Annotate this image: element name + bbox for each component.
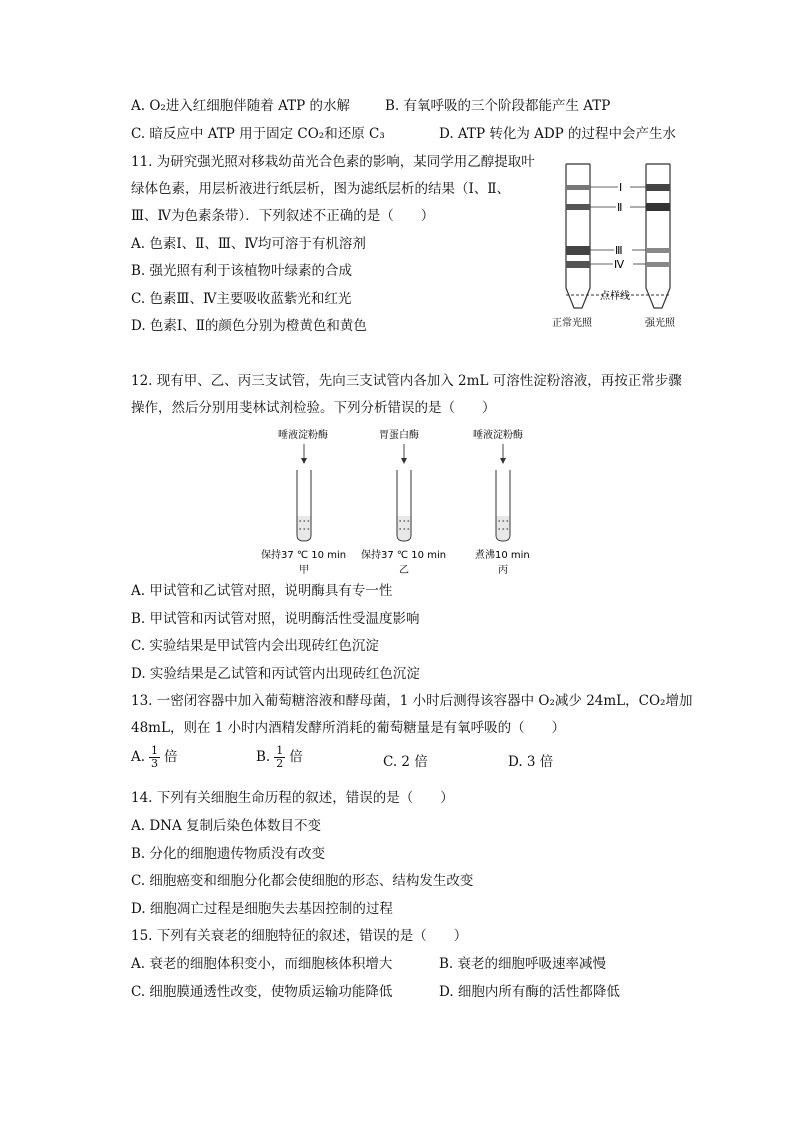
q11-stem-line-1: 11. 为研究强光照对移栽幼苗光合色素的影响，某同学用乙醇提取叶 (131, 154, 535, 170)
svg-text:° ° °: ° ° ° (299, 520, 310, 526)
tube-bing-enzyme: 唾液淀粉酶 (473, 430, 523, 441)
band-label-ii: Ⅱ (617, 201, 623, 214)
q10-option-c: C. 暗反应中 ATP 用于固定 CO₂和还原 C₃ (131, 126, 385, 142)
band-label-iv: Ⅳ (614, 258, 625, 271)
q13-option-a-prefix: A. (131, 749, 146, 765)
origin-label: 点样线 (600, 291, 630, 302)
fraction-one-third: $\frac{1}{3}$ (151, 744, 159, 770)
q11-option-d: D. 色素Ⅰ、Ⅱ的颜色分别为橙黄色和黄色 (131, 318, 367, 334)
q13-stem-line-1: 13. 一密闭容器中加入葡萄糖溶液和酵母菌，1 小时后测得该容器中 O₂减少 24mL，CO₂增加 (131, 693, 693, 709)
svg-text:° ° °: ° ° ° (299, 528, 310, 534)
q14-option-c: C. 细胞癌变和细胞分化都会使细胞的形态、结构发生改变 (131, 873, 474, 889)
q12-option-d: D. 实验结果是乙试管和丙试管内出现砖红色沉淀 (131, 666, 420, 682)
paper-strip-normal (566, 164, 590, 308)
band-iv-normal (566, 261, 590, 268)
svg-text:° ° °: ° ° ° (498, 520, 509, 526)
svg-text:° ° °: ° ° ° (399, 528, 410, 534)
band-ii-strong (646, 203, 670, 211)
tube-yi-label: 乙 (399, 565, 409, 576)
q11-option-b: B. 强光照有利于该植物叶绿素的合成 (131, 263, 353, 279)
q13-option-a-suffix: 倍 (164, 749, 178, 765)
tube-bing-condition: 煮沸10 min (475, 550, 530, 561)
q13-option-a (131, 745, 178, 770)
band-i-normal (566, 185, 590, 190)
tube-yi-enzyme: 胃蛋白酶 (379, 430, 419, 441)
q13-option-b-prefix: B. (256, 749, 271, 765)
q15-option-c: C. 细胞膜通透性改变，使物质运输功能降低 (131, 984, 393, 1000)
band-i-strong (646, 184, 670, 191)
q10-option-a: A. O₂进入红细胞伴随着 ATP 的水解 (131, 98, 350, 114)
q14-stem: 14. 下列有关细胞生命历程的叙述，错误的是（ ） (131, 790, 454, 806)
q10-option-d: D. ATP 转化为 ADP 的过程中会产生水 (439, 126, 677, 142)
tube-jia-enzyme: 唾液淀粉酶 (278, 430, 328, 441)
tube-yi-condition: 保持37 ℃ 10 min (361, 550, 447, 561)
fraction-one-half: $\frac{1}{2}$ (276, 744, 284, 770)
q14-option-a: A. DNA 复制后染色体数目不变 (131, 818, 322, 834)
band-iv-strong (646, 262, 670, 267)
q12-option-a: A. 甲试管和乙试管对照，说明酶具有专一性 (131, 583, 393, 599)
q11-option-a: A. 色素Ⅰ、Ⅱ、Ⅲ、Ⅳ均可溶于有机溶剂 (131, 236, 366, 252)
q15-stem: 15. 下列有关衰老的细胞特征的叙述，错误的是（ ） (131, 928, 468, 944)
q14-option-b: B. 分化的细胞遗传物质没有改变 (131, 846, 326, 862)
q12-stem-line-1: 12. 现有甲、乙、丙三支试管，先向三支试管内各加入 2mL 可溶性淀粉溶液，再按正常步骤 (131, 373, 682, 389)
q10-option-b: B. 有氧呼吸的三个阶段都能产生 ATP (385, 98, 611, 114)
band-iii-strong (646, 248, 670, 253)
q15-option-a: A. 衰老的细胞体积变小，而细胞核体积增大 (131, 956, 393, 972)
q13-stem-line-2: 48mL，则在 1 小时内酒精发酵所消耗的葡萄糖量是有氧呼吸的（ ） (131, 720, 566, 736)
q12-stem-line-2: 操作，然后分别用斐林试剂检验。下列分析错误的是（ ） (131, 400, 496, 416)
q11-stem-line-3: Ⅲ、Ⅳ为色素条带）．下列叙述不正确的是（ ） (131, 208, 435, 224)
q12-option-c: C. 实验结果是甲试管内会出现砖红色沉淀 (131, 638, 379, 654)
q13-option-b (256, 745, 303, 770)
tube-jia-condition: 保持37 ℃ 10 min (261, 550, 347, 561)
q11-option-c: C. 色素Ⅲ、Ⅳ主要吸收蓝紫光和红光 (131, 291, 352, 307)
q14-option-d: D. 细胞凋亡过程是细胞失去基因控制的过程 (131, 901, 393, 917)
tube-bing (473, 428, 530, 576)
band-label-i: Ⅰ (619, 181, 623, 194)
band-label-iii: Ⅲ (615, 244, 623, 257)
test-tube-figure (250, 426, 550, 578)
q13-option-d: D. 3 倍 (508, 754, 554, 770)
tube-bing-label: 丙 (498, 565, 508, 576)
band-iii-normal (566, 246, 590, 255)
caption-normal-light: 正常光照 (552, 318, 592, 329)
tube-jia-label: 甲 (299, 565, 309, 576)
q15-option-d: D. 细胞内所有酶的活性都降低 (439, 984, 620, 1000)
q15-option-b: B. 衰老的细胞呼吸速率减慢 (439, 956, 607, 972)
q12-option-b: B. 甲试管和丙试管对照，说明酶活性受温度影响 (131, 611, 420, 627)
q13-option-c: C. 2 倍 (383, 754, 428, 770)
svg-text:° ° °: ° ° ° (399, 520, 410, 526)
q11-stem-line-2: 绿体色素，用层析液进行纸层析，图为滤纸层析的结果（Ⅰ、Ⅱ、 (131, 181, 511, 197)
q13-option-b-suffix: 倍 (289, 749, 303, 765)
tube-yi (361, 428, 446, 576)
caption-strong-light: 强光照 (645, 318, 675, 329)
band-ii-normal (566, 204, 590, 210)
paper-strip-strong (646, 164, 670, 308)
svg-text:° ° °: ° ° ° (498, 528, 509, 534)
tube-jia (261, 428, 346, 576)
chromatography-figure (548, 160, 698, 332)
